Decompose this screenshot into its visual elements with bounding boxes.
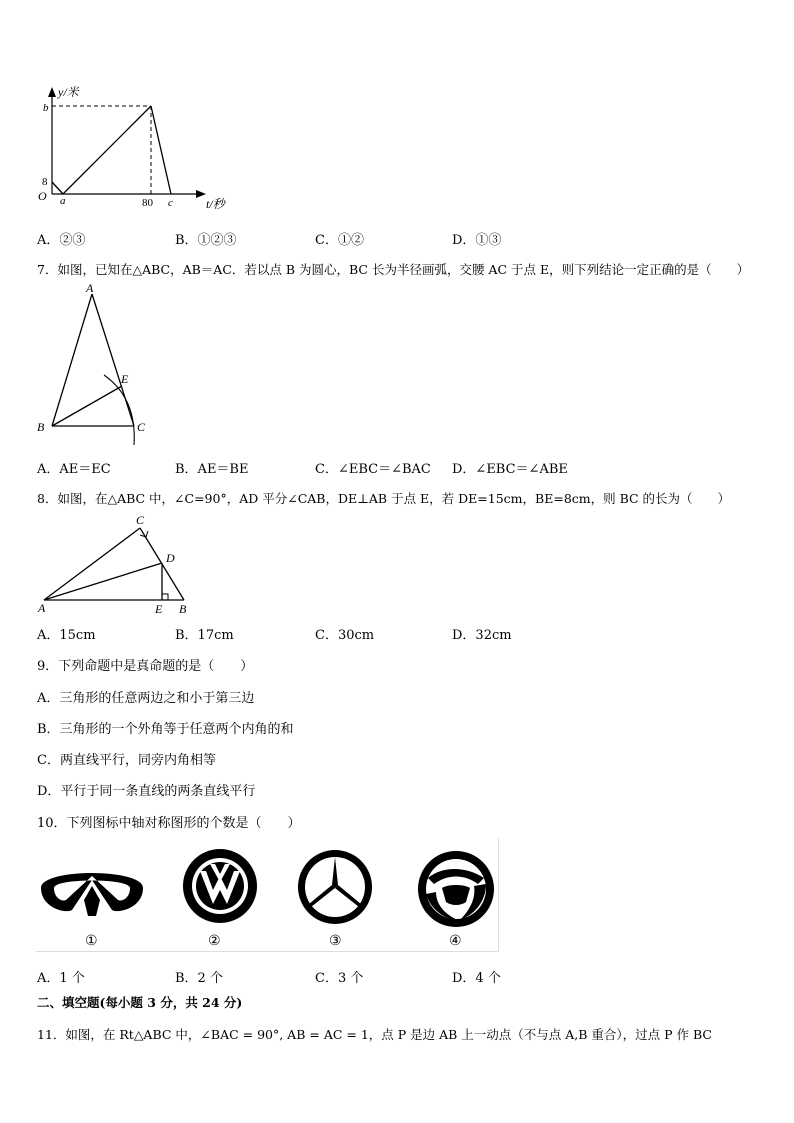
q7-question: 7．如图，已知在△ABC，AB＝AC．若以点 B 为圆心，BC 长为半径画弧，交腰 AC 于点 E，则下列结论一定正确的是（ ） — [37, 262, 750, 277]
q6-option-d: D．①③ — [452, 233, 502, 248]
q7-label-e: E — [121, 372, 129, 386]
q10-icon-label-2: ② — [208, 933, 221, 949]
q6-tick-c: c — [168, 197, 173, 209]
q8-label-e: E — [155, 602, 163, 616]
q11-question: 11．如图，在 Rt△ABC 中，∠BAC = 90°, AB = AC = 1，点 P 是边 AB 上一动点（不与点 A,B 重合），过点 P 作 BC — [37, 1027, 712, 1042]
q8-option-d: D．32cm — [452, 628, 512, 643]
q7-label-c: C — [137, 420, 146, 434]
q9-option-a: A．三角形的任意两边之和小于第三边 — [37, 691, 255, 706]
q8-option-c: C．30cm — [315, 628, 375, 643]
mercedes-logo-icon — [294, 846, 376, 928]
q9-option-d: D．平行于同一条直线的两条直线平行 — [37, 784, 256, 799]
section-title: 二、填空题(每小题 3 分，共 24 分) — [37, 995, 243, 1010]
dongfeng-logo-icon — [414, 848, 498, 930]
q8-option-a: A．15cm — [37, 628, 96, 643]
q6-tick-b: b — [43, 102, 49, 114]
q6-option-c: C．①② — [315, 233, 364, 248]
q10-question: 10．下列图标中轴对称图形的个数是（ ） — [37, 816, 301, 831]
q9-option-c: C．两直线平行，同旁内角相等 — [37, 753, 216, 768]
q7-option-b: B．AE＝BE — [175, 462, 249, 477]
q6-option-b: B．①②③ — [175, 233, 237, 248]
q9-option-b: B．三角形的一个外角等于任意两个内角的和 — [37, 722, 294, 737]
q6-tick-8: 8 — [42, 176, 48, 188]
q6-origin: O — [38, 189, 47, 203]
q8-option-b: B．17cm — [175, 628, 234, 643]
q7-figure — [32, 280, 162, 450]
q9-question: 9．下列命题中是真命题的是（ ） — [37, 659, 254, 674]
infiniti-logo-icon — [38, 858, 146, 918]
q10-icon-label-1: ① — [85, 933, 98, 949]
q6-tick-80: 80 — [142, 197, 153, 209]
q10-option-b: B．2 个 — [175, 971, 223, 986]
q10-option-d: D．4 个 — [452, 971, 501, 986]
q10-option-c: C．3 个 — [315, 971, 364, 986]
q8-label-d: D — [166, 551, 175, 565]
q6-x-label: t/秒 — [206, 197, 225, 211]
q7-option-a: A．AE＝EC — [37, 462, 111, 477]
q8-figure — [32, 508, 202, 620]
q7-label-b: B — [37, 420, 45, 434]
q6-y-label: y/米 — [58, 85, 79, 99]
q7-option-c: C．∠EBC＝∠BAC — [315, 462, 431, 477]
q8-label-b: B — [179, 602, 187, 616]
q6-graph — [36, 84, 226, 214]
q7-label-a: A — [86, 281, 94, 295]
q10-icon-label-3: ③ — [329, 933, 342, 949]
q8-label-c: C — [136, 513, 145, 527]
q10-option-a: A．1 个 — [37, 971, 85, 986]
q6-tick-a: a — [60, 195, 66, 207]
volkswagen-logo-icon — [180, 846, 260, 926]
q8-label-a: A — [38, 601, 46, 615]
q8-question: 8．如图，在△ABC 中，∠C=90°，AD 平分∠CAB，DE⊥AB 于点 E，若 DE=15cm，BE=8cm，则 BC 的长为（ ） — [37, 491, 731, 506]
q10-icon-label-4: ④ — [449, 933, 462, 949]
q6-option-a: A．②③ — [37, 233, 86, 248]
q7-option-d: D．∠EBC＝∠ABE — [452, 462, 568, 477]
